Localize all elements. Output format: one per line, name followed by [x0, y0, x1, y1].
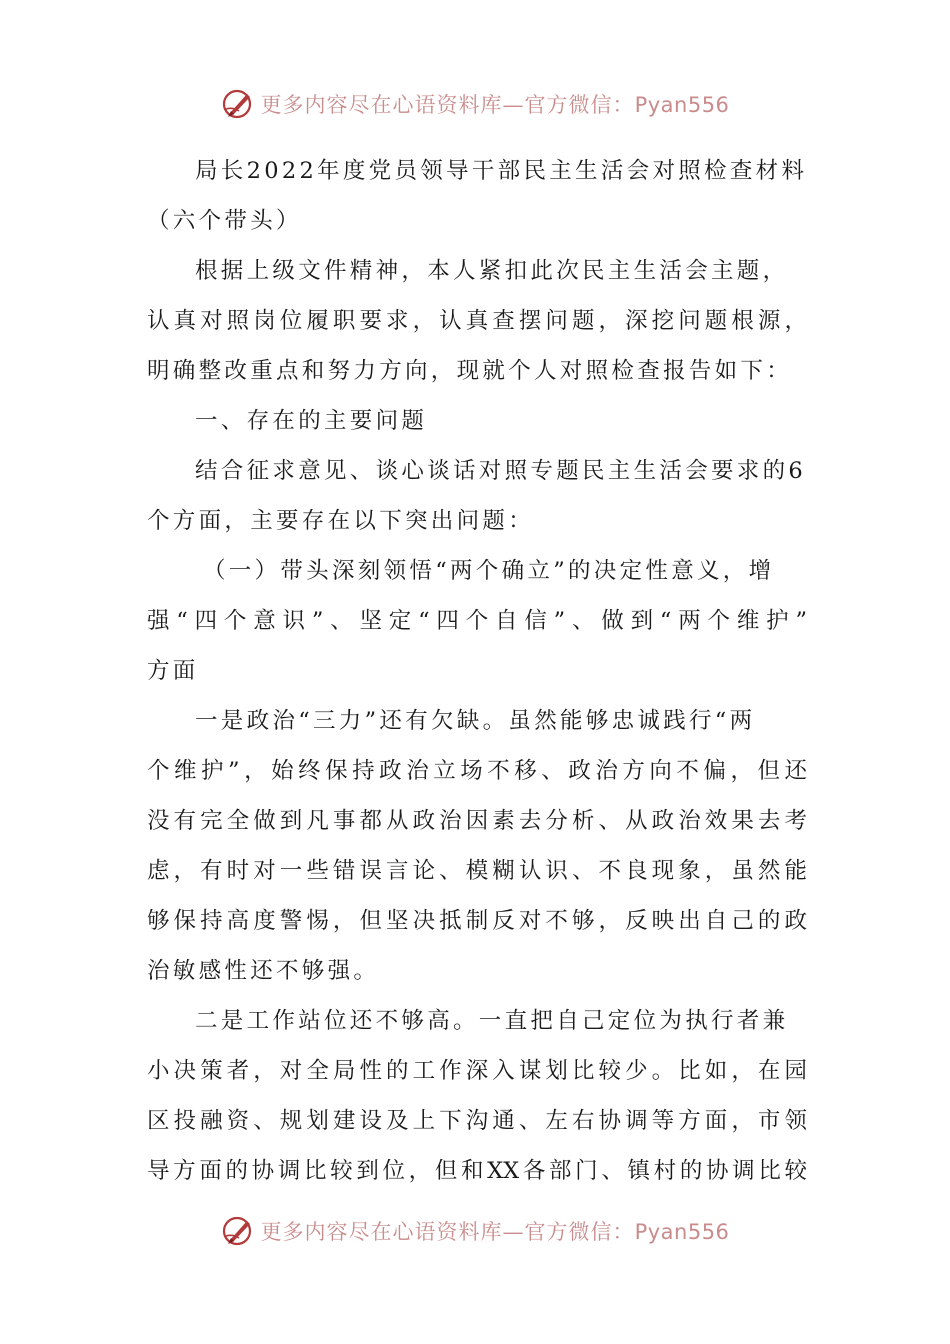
paragraph-line: 一是政治“三力”还有欠缺。虽然能够忠诚践行“两 — [195, 708, 756, 734]
watermark-text: 更多内容尽在心语资料库—官方微信：Pyan556 — [260, 1220, 730, 1244]
paragraph-line: 小决策者，对全局性的工作深入谋划比较少。比如，在园 — [147, 1058, 807, 1084]
paragraph-line: 够保持高度警惕，但坚决抵制反对不够，反映出自己的政 — [147, 908, 807, 934]
paragraph-line: 根据上级文件精神，本人紧扣此次民主生活会主题， — [195, 258, 789, 284]
watermark-text: 更多内容尽在心语资料库—官方微信：Pyan556 — [260, 93, 730, 117]
paragraph-line: 虑，有时对一些错误言论、模糊认识、不良现象，虽然能 — [147, 858, 807, 884]
paragraph-line: 导方面的协调比较到位，但和XX各部门、镇村的协调比较 — [147, 1158, 807, 1184]
pen-circle-logo-icon — [221, 87, 255, 121]
subheading-line: 强“四个意识”、坚定“四个自信”、做到“两个维护” — [147, 608, 807, 634]
paragraph-line: 认真对照岗位履职要求，认真查摆问题，深挖问题根源， — [147, 308, 807, 334]
paragraph-line: 没有完全做到凡事都从政治因素去分析、从政治效果去考 — [147, 808, 807, 834]
section-heading: 一、存在的主要问题 — [195, 408, 428, 434]
paragraph-line: 区投融资、规划建设及上下沟通、左右协调等方面，市领 — [147, 1108, 807, 1134]
paragraph-line: 结合征求意见、谈心谈话对照专题民主生活会要求的6 — [195, 458, 807, 484]
wechat-handle: Pyan556 — [634, 1220, 730, 1244]
pen-circle-logo-icon — [221, 1214, 255, 1248]
document-subtitle: （六个带头） — [147, 208, 302, 234]
paragraph-line: 明确整改重点和努力方向，现就个人对照检查报告如下： — [147, 358, 793, 384]
footer-watermark-banner — [0, 1211, 950, 1251]
paragraph-line: 个方面，主要存在以下突出问题： — [147, 508, 535, 534]
paragraph-line: 个维护”，始终保持政治立场不移、政治方向不偏，但还 — [147, 758, 807, 784]
subheading-line: 方面 — [147, 658, 199, 684]
document-title: 局长2022年度党员领导干部民主生活会对照检查材料 — [195, 158, 808, 184]
header-watermark-banner — [0, 84, 950, 124]
paragraph-line: 二是工作站位还不够高。一直把自己定位为执行者兼 — [195, 1008, 789, 1034]
subheading-line: （一）带头深刻领悟“两个确立”的决定性意义，增 — [203, 558, 775, 584]
paragraph-line: 治敏感性还不够强。 — [147, 958, 380, 984]
document-body — [147, 146, 807, 1196]
wechat-handle: Pyan556 — [634, 93, 730, 117]
